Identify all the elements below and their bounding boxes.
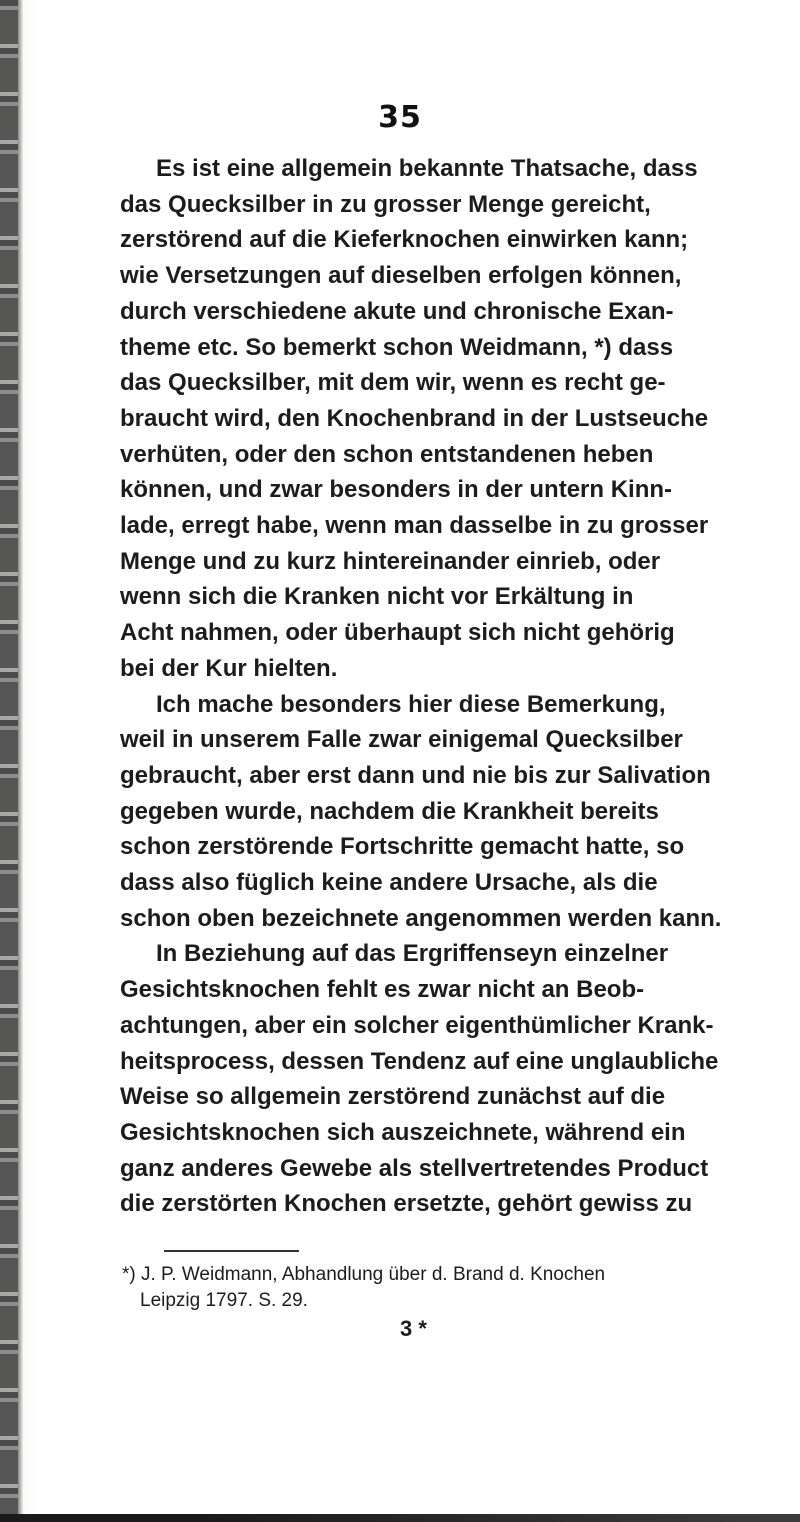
text-line: Menge und zu kurz hintereinander einrieb, oder — [120, 547, 661, 575]
text-line: können, und zwar besonders in der untern Kinn- — [120, 476, 673, 504]
page-bottom-edge — [0, 1514, 800, 1522]
text-line: heitsprocess, dessen Tendenz auf eine unglaubliche — [120, 1047, 719, 1075]
text-line: theme etc. So bemerkt schon Weidmann, *) dass — [120, 333, 674, 361]
footnote-line: Leipzig 1797. S. 29. — [140, 1290, 308, 1311]
text-line: Weise so allgemein zerstörend zunächst auf die — [120, 1083, 666, 1111]
text-line: Gesichtsknochen sich auszeichnete, während ein — [120, 1118, 686, 1146]
text-line: In Beziehung auf das Ergriffenseyn einzelner — [156, 940, 669, 968]
gutter-shadow — [18, 0, 23, 1522]
footnote-rule — [164, 1250, 299, 1252]
text-line: durch verschiedene akute und chronische Exan- — [120, 297, 674, 325]
text-line: wenn sich die Kranken nicht vor Erkältung in — [120, 583, 634, 611]
text-line: das Quecksilber, mit dem wir, wenn es recht ge- — [120, 369, 666, 397]
text-line: lade, erregt habe, wenn man dasselbe in zu grosser — [120, 512, 709, 540]
page-number: 35 — [378, 100, 422, 135]
text-line: Es ist eine allgemein bekannte Thatsache, dass — [156, 155, 698, 182]
text-line: Acht nahmen, oder überhaupt sich nicht gehörig — [120, 619, 675, 647]
text-line: weil in unserem Falle zwar einigemal Quecksilber — [120, 726, 683, 754]
binding-gutter — [0, 0, 18, 1522]
text-line: die zerstörten Knochen ersetzte, gehört gewiss zu — [120, 1190, 693, 1218]
text-line: das Quecksilber in zu grosser Menge gereicht, — [120, 190, 651, 218]
footnote — [122, 1262, 762, 1314]
text-line: bei der Kur hielten. — [120, 654, 338, 682]
text-line: schon oben bezeichnete angenommen werden kann. — [120, 904, 722, 932]
text-line: wie Versetzungen auf dieselben erfolgen können, — [120, 262, 682, 290]
footnote-line: *) J. P. Weidmann, Abhandlung über d. Brand d. Knochen — [122, 1264, 606, 1285]
text-line: zerstörend auf die Kieferknochen einwirken kann; — [120, 226, 689, 254]
text-line: dass also füglich keine andere Ursache, als die — [120, 869, 658, 897]
text-line: Ich mache besonders hier diese Bemerkung, — [156, 690, 666, 718]
body-text — [120, 151, 760, 1222]
text-line: ganz anderes Gewebe als stellvertretendes Product — [120, 1154, 709, 1182]
signature-mark: 3 * — [400, 1316, 427, 1341]
text-line: gegeben wurde, nachdem die Krankheit bereits — [120, 797, 659, 825]
text-line: achtungen, aber ein solcher eigenthümlicher Krank- — [120, 1011, 714, 1039]
text-line: schon zerstörende Fortschritte gemacht hatte, so — [120, 833, 685, 861]
text-line: gebraucht, aber erst dann und nie bis zur Salivation — [120, 761, 711, 789]
text-line: braucht wird, den Knochenbrand in der Lustseuche — [120, 404, 709, 432]
text-line: Gesichtsknochen fehlt es zwar nicht an Beob- — [120, 976, 645, 1004]
text-line: verhüten, oder den schon entstandenen heben — [120, 440, 654, 468]
